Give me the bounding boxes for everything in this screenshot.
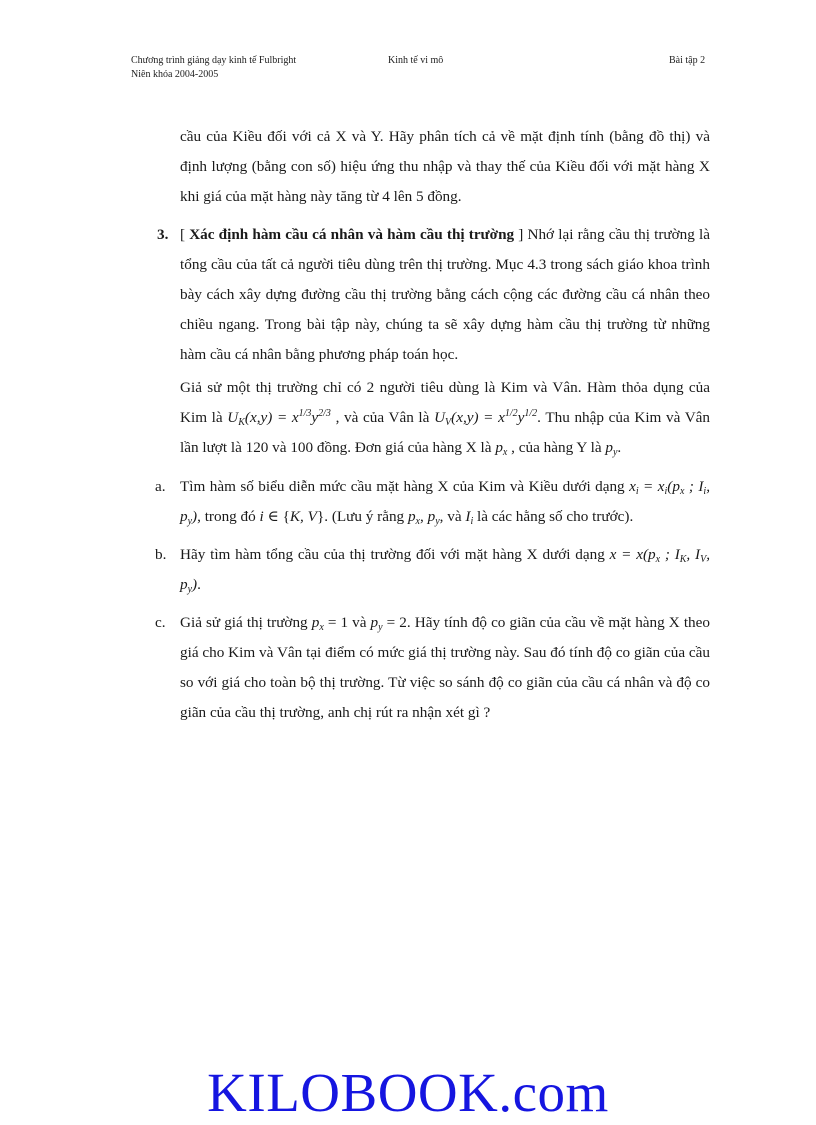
header-center: Kinh tế vi mô — [388, 55, 444, 66]
part-b-text: Hãy tìm hàm tổng cầu của thị trường đối với mặt hàng X dưới dạng $x = x(p_x$ ; $I_K$, $I_V$, $p_y$). — [180, 546, 710, 595]
problem-3-title: Xác định hàm cầu cá nhân và hàm cầu thị trường — [189, 226, 515, 243]
part-c-text: Giả sử giá thị trường $p_x = 1$ và $p_y = 2$. Hãy tính độ co giãn của cầu về mặt hàng X theo giá cho Kim và Vân tại điểm có mức giá thị trường này. Sau đó tính độ co giãn của cầu so với giá cho toàn bộ thị trường. Từ việc so sánh độ co giãn của cầu cá nhân và độ co giãn của cầu thị trường, anh chị rút ra nhận xét gì ? — [180, 614, 710, 721]
continuation-text: cầu của Kiều đối với cả X và Y. Hãy phân tích cả về mặt định tính (bằng đồ thị) và định lượng (bằng con số) hiệu ứng thu nhập và thay thế của Kiều đối với mặt hàng X khi giá của mặt hàng này tăng từ 4 lên 5 đồng. — [180, 128, 710, 205]
part-a-label: a. — [155, 478, 166, 495]
header-left-line1: Chương trình giảng dạy kinh tế Fulbright — [131, 55, 297, 66]
part-a-text: Tìm hàm số biểu diễn mức cầu mặt hàng X của Kim và Kiều dưới dạng $x_i = x_i(p_x$ ; $I_i$, $p_y$), trong đó i ∈ {K, V}. (Lưu ý rằng $p_x$, $p_y$, và $I_i$ là các hằng số cho trước). — [180, 478, 710, 527]
problem-3-number: 3. — [157, 226, 169, 243]
problem-3-intro: [ Xác định hàm cầu cá nhân và hàm cầu thị trường ] Nhớ lại rằng cầu thị trường là tổng cầu của tất cả người tiêu dùng trên thị trường. Mục 4.3 trong sách giáo khoa trình bày cách xây dựng đường cầu thị trường bằng cách cộng các đường cầu cá nhân theo chiều ngang. Trong bài tập này, chúng ta sẽ xây dựng hàm cầu thị trường từ những hàm cầu cá nhân bằng phương pháp toán học. — [180, 226, 710, 363]
header-right: Bài tập 2 — [669, 55, 706, 66]
kilobook-watermark — [0, 1061, 816, 1125]
problem-3-setup: Giả sử một thị trường chỉ có 2 người tiêu dùng là Kim và Vân. Hàm thỏa dụng của Kim là $U_K(x,y) = x^{1/3}y^{2/3}$ , và của Vân là $U_V(x,y) = x^{1/2}y^{1/2}$. Thu nhập của Kim và Vân lần lượt là 120 và 100 đồng. Đơn giá của hàng X là $p_x$ , của hàng Y là $p_y$. — [180, 379, 711, 458]
part-c-label: c. — [155, 614, 166, 631]
header-left-line2: Niên khóa 2004-2005 — [131, 69, 219, 80]
problem-3-intro-text: Nhớ lại rằng cầu thị trường là tổng cầu của tất cả người tiêu dùng trên thị trường. Mục 4.3 trong sách giáo khoa trình bày cách xây dựng đường cầu thị trường bằng cách cộng các đường cầu cá nhân theo chiều ngang. Trong bài tập này, chúng ta sẽ xây dựng hàm cầu thị trường từ những hàm cầu cá nhân bằng phương pháp toán học. — [180, 226, 710, 363]
part-b-label: b. — [155, 546, 167, 563]
watermark-brand: KILOBOOK — [207, 1062, 499, 1123]
continuation-paragraph — [180, 122, 710, 212]
watermark-suffix: .com — [498, 1062, 609, 1123]
